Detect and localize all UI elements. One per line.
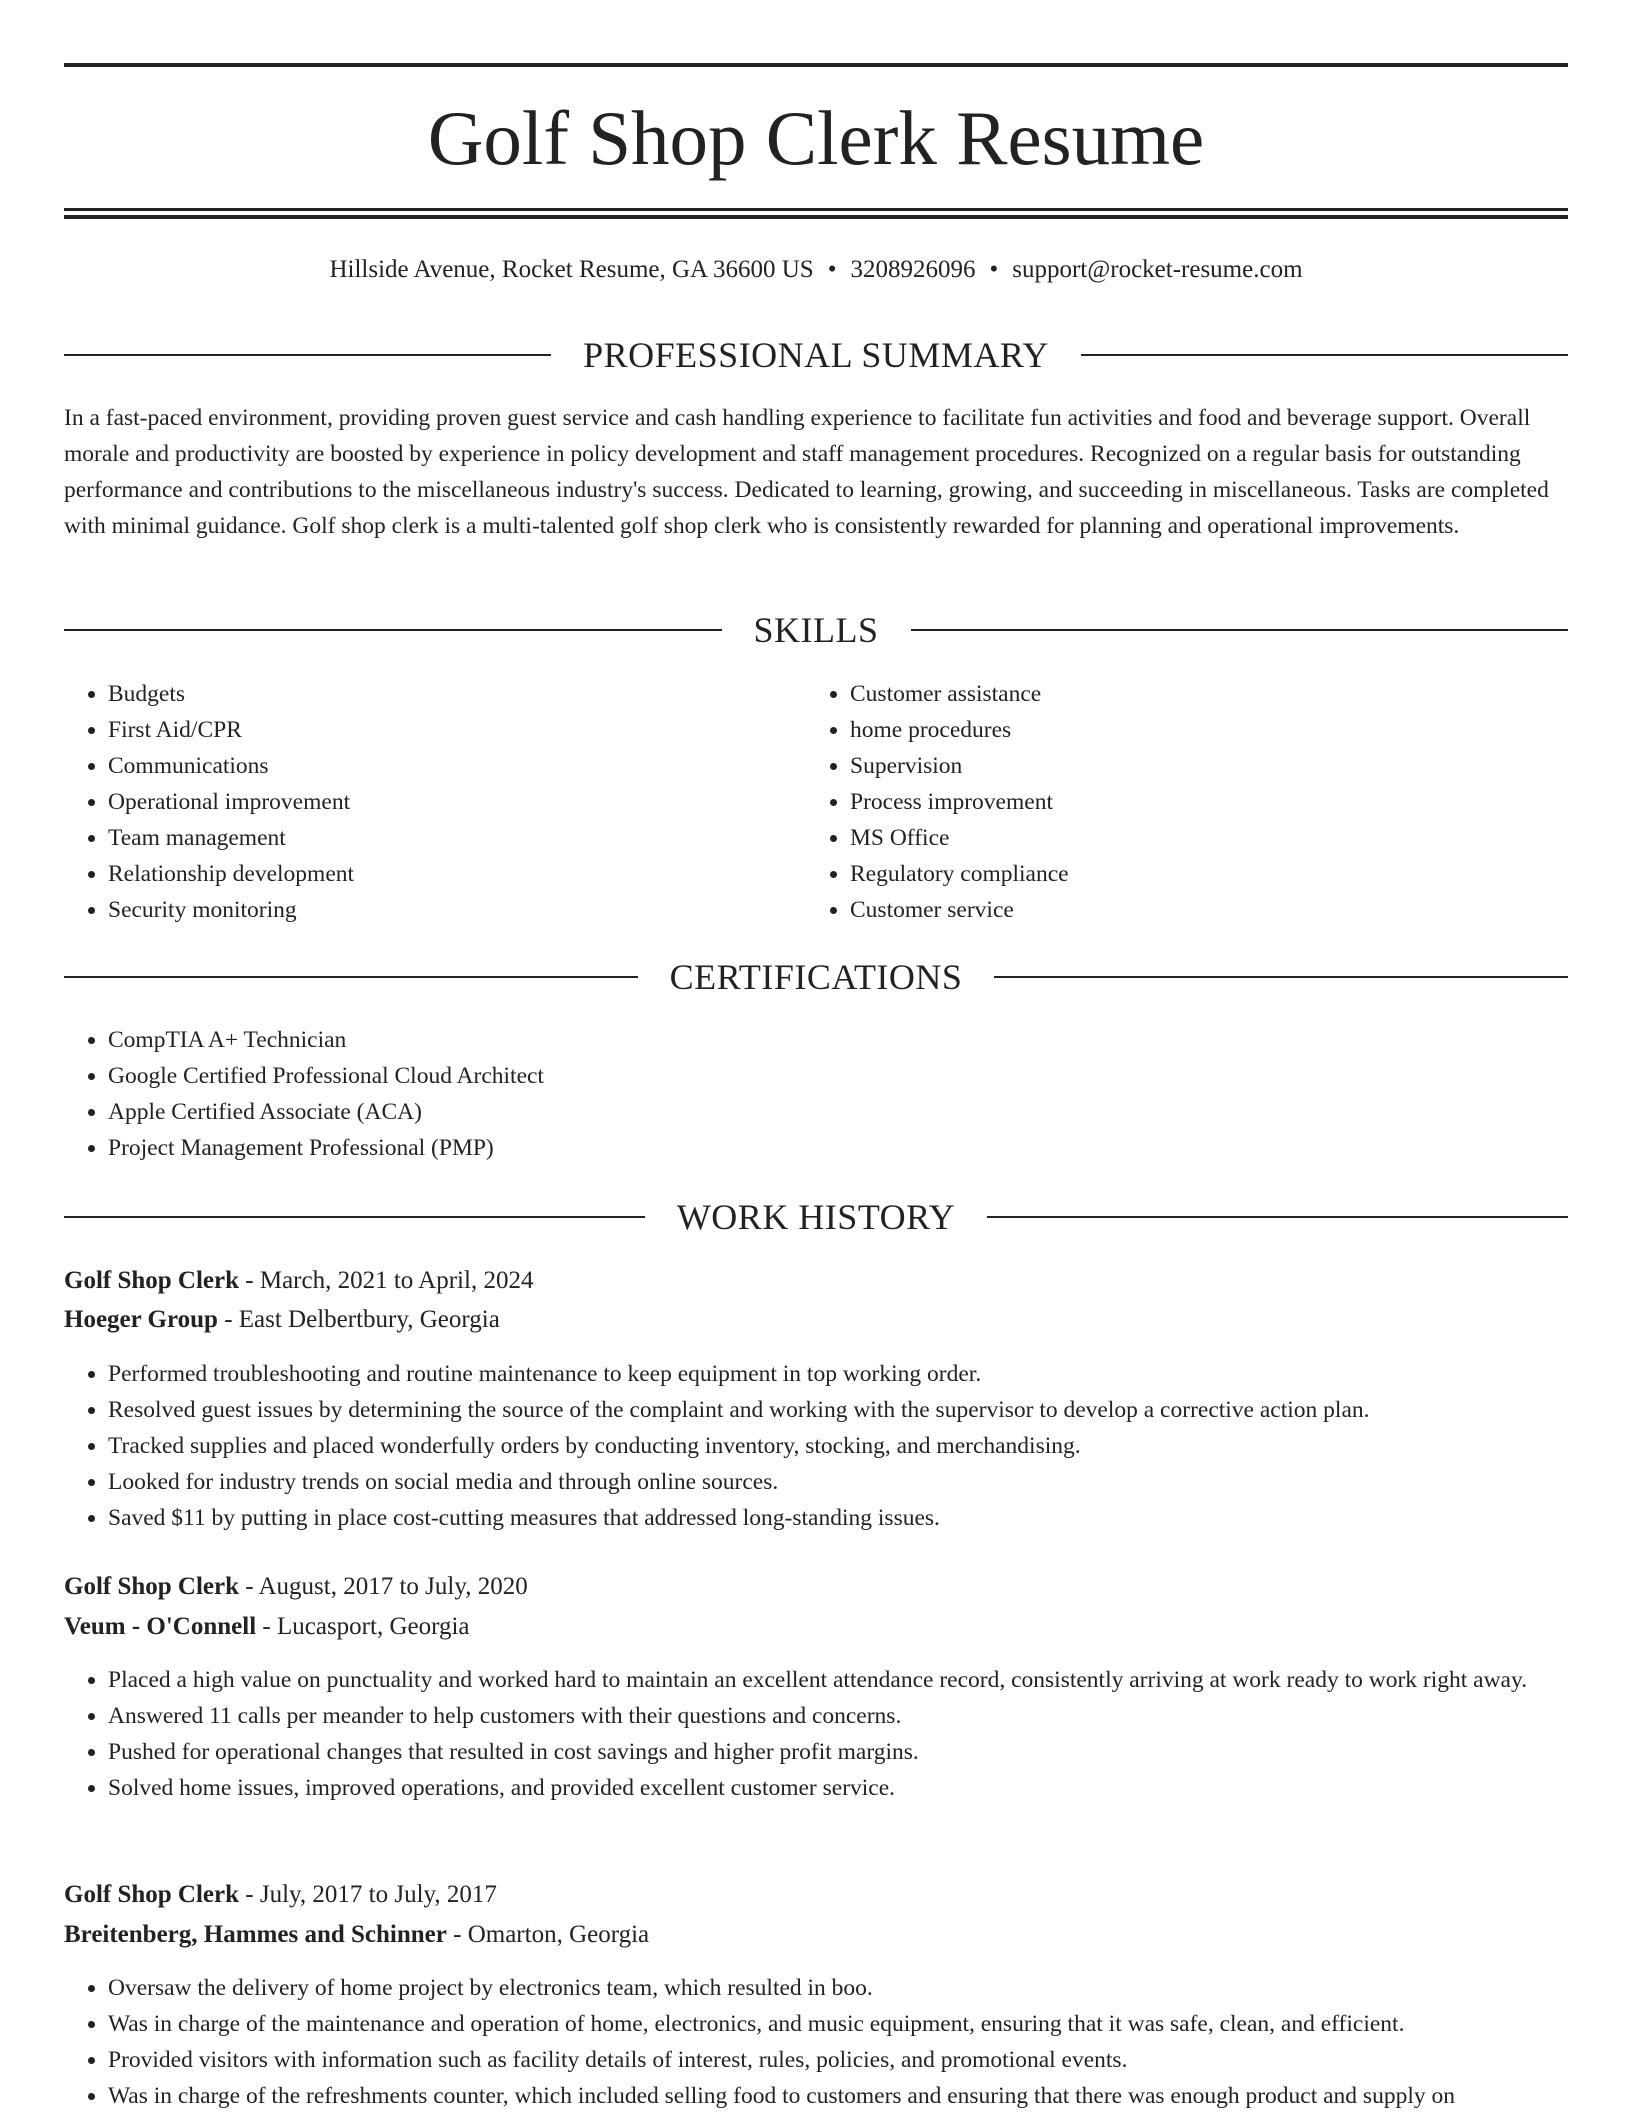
skill-item: • Customer assistance	[850, 676, 1550, 712]
job-company-line: Hoeger Group - East Delbertbury, Georgia	[64, 1306, 500, 1333]
job-location: Omarton, Georgia	[467, 1921, 650, 1948]
skill-item: • Communications	[108, 748, 808, 784]
skill-item: • Relationship development	[108, 856, 808, 892]
heading-rule-left	[64, 976, 638, 978]
summary-heading	[64, 332, 1568, 378]
skill-item: • Customer service	[850, 892, 1550, 928]
job-title: Golf Shop Clerk	[64, 1573, 240, 1600]
contact-email: support@rocket-resume.com	[1012, 256, 1303, 283]
job-dates: August, 2017 to July, 2020	[258, 1573, 528, 1600]
certifications-heading-label: CERTIFICATIONS	[669, 957, 963, 997]
heading-rule-right	[1081, 354, 1568, 356]
heading-rule-left	[64, 1216, 645, 1218]
certification-item: • Google Certified Professional Cloud Architect	[108, 1058, 1568, 1094]
job-title-line: Golf Shop Clerk - July, 2017 to July, 2017	[64, 1881, 497, 1908]
job-title: Golf Shop Clerk	[64, 1267, 240, 1294]
skill-item: • Team management	[108, 820, 808, 856]
job-company: Veum - O'Connell	[64, 1613, 257, 1640]
duty-item: • Performed troubleshooting and routine maintenance to keep equipment in top working order.	[108, 1356, 1568, 1392]
skills-list-left	[64, 676, 808, 928]
contact-separator: •	[827, 256, 837, 283]
summary-heading-label: PROFESSIONAL SUMMARY	[583, 335, 1049, 375]
certification-item: • Apple Certified Associate (ACA)	[108, 1094, 1568, 1130]
job-title: Golf Shop Clerk	[64, 1881, 240, 1908]
duty-item: • Was in charge of the maintenance and operation of home, electronics, and music equipment, ensuring that it was safe, clean, and efficient.	[108, 2006, 1568, 2042]
job-dates: July, 2017 to July, 2017	[259, 1881, 497, 1908]
skill-item: • Supervision	[850, 748, 1550, 784]
skills-list-right	[806, 676, 1550, 928]
job-title-line: Golf Shop Clerk - August, 2017 to July, 2020	[64, 1573, 528, 1600]
skill-item: • First Aid/CPR	[108, 712, 808, 748]
page-title: Golf Shop Clerk Resume	[427, 95, 1205, 181]
job-duties-list	[64, 1356, 1568, 1536]
skill-item: • Security monitoring	[108, 892, 808, 928]
summary-text: In a fast-paced environment, providing proven guest service and cash handling experience to facilitate fun activities and food and beverage support. Overall morale and productivity are boosted by experience in policy development and staff management procedures. Recognized on a regular basis for outstanding performance and contributions to the miscellaneous industry's success. Dedicated to learning, growing, and succeeding in miscellaneous. Tasks are completed with minimal guidance. Golf shop clerk is a multi-talented golf shop clerk who is consistently rewarded for planning and operational improvements.	[64, 405, 1549, 539]
work-heading	[64, 1194, 1568, 1240]
skill-item: • MS Office	[850, 820, 1550, 856]
duty-item: • Looked for industry trends on social media and through online sources.	[108, 1464, 1568, 1500]
skill-item: • home procedures	[850, 712, 1550, 748]
contact-separator: •	[989, 256, 999, 283]
skill-item: • Operational improvement	[108, 784, 808, 820]
header-top-rule	[64, 63, 1568, 67]
job-company: Breitenberg, Hammes and Schinner	[64, 1921, 447, 1948]
job-company-line: Veum - O'Connell - Lucasport, Georgia	[64, 1613, 470, 1640]
duty-item: • Pushed for operational changes that resulted in cost savings and higher profit margins.	[108, 1734, 1568, 1770]
work-heading-label: WORK HISTORY	[676, 1197, 956, 1237]
skill-item: • Budgets	[108, 676, 808, 712]
certifications-heading	[64, 954, 1568, 1000]
contact-line	[64, 252, 1568, 288]
heading-rule-left	[64, 354, 551, 356]
heading-rule-right	[994, 976, 1568, 978]
header-double-rule	[64, 208, 1568, 219]
heading-rule-right	[987, 1216, 1568, 1218]
job-location: East Delbertbury, Georgia	[238, 1306, 500, 1333]
duty-item: • Was in charge of the refreshments counter, which included selling food to customers and ensuring that there was enough product and supply on	[108, 2078, 1568, 2114]
job-title-line: Golf Shop Clerk - March, 2021 to April, 2024	[64, 1267, 534, 1294]
skill-item: • Regulatory compliance	[850, 856, 1550, 892]
heading-rule-right	[911, 629, 1569, 631]
duty-item: • Answered 11 calls per meander to help customers with their questions and concerns.	[108, 1698, 1568, 1734]
duty-item: • Saved $11 by putting in place cost-cutting measures that addressed long-standing issues.	[108, 1500, 1568, 1536]
duty-item: • Tracked supplies and placed wonderfully orders by conducting inventory, stocking, and merchandising.	[108, 1428, 1568, 1464]
contact-address: Hillside Avenue, Rocket Resume, GA 36600 US	[329, 256, 814, 283]
job-location: Lucasport, Georgia	[276, 1613, 470, 1640]
certification-item: • CompTIA A+ Technician	[108, 1022, 1568, 1058]
heading-rule-left	[64, 629, 722, 631]
certification-item: • Project Management Professional (PMP)	[108, 1130, 1568, 1166]
job-company-line: Breitenberg, Hammes and Schinner - Omarton, Georgia	[64, 1921, 650, 1948]
contact-phone: 3208926096	[850, 256, 976, 283]
job-duties-list	[64, 1970, 1568, 2114]
duty-item: • Resolved guest issues by determining the source of the complaint and working with the supervisor to develop a corrective action plan.	[108, 1392, 1568, 1428]
duty-item: • Provided visitors with information such as facility details of interest, rules, policies, and promotional events.	[108, 2042, 1568, 2078]
job-dates: March, 2021 to April, 2024	[259, 1267, 534, 1294]
duty-item: • Placed a high value on punctuality and worked hard to maintain an excellent attendance record, consistently arriving at work ready to work right away.	[108, 1662, 1568, 1698]
job-duties-list	[64, 1662, 1568, 1806]
duty-item: • Oversaw the delivery of home project by electronics team, which resulted in boo.	[108, 1970, 1568, 2006]
duty-item: • Solved home issues, improved operations, and provided excellent customer service.	[108, 1770, 1568, 1806]
skills-heading-label: SKILLS	[753, 610, 879, 650]
skill-item: • Process improvement	[850, 784, 1550, 820]
skills-heading	[64, 607, 1568, 653]
job-company: Hoeger Group	[64, 1306, 218, 1333]
certifications-list	[64, 1022, 1568, 1166]
